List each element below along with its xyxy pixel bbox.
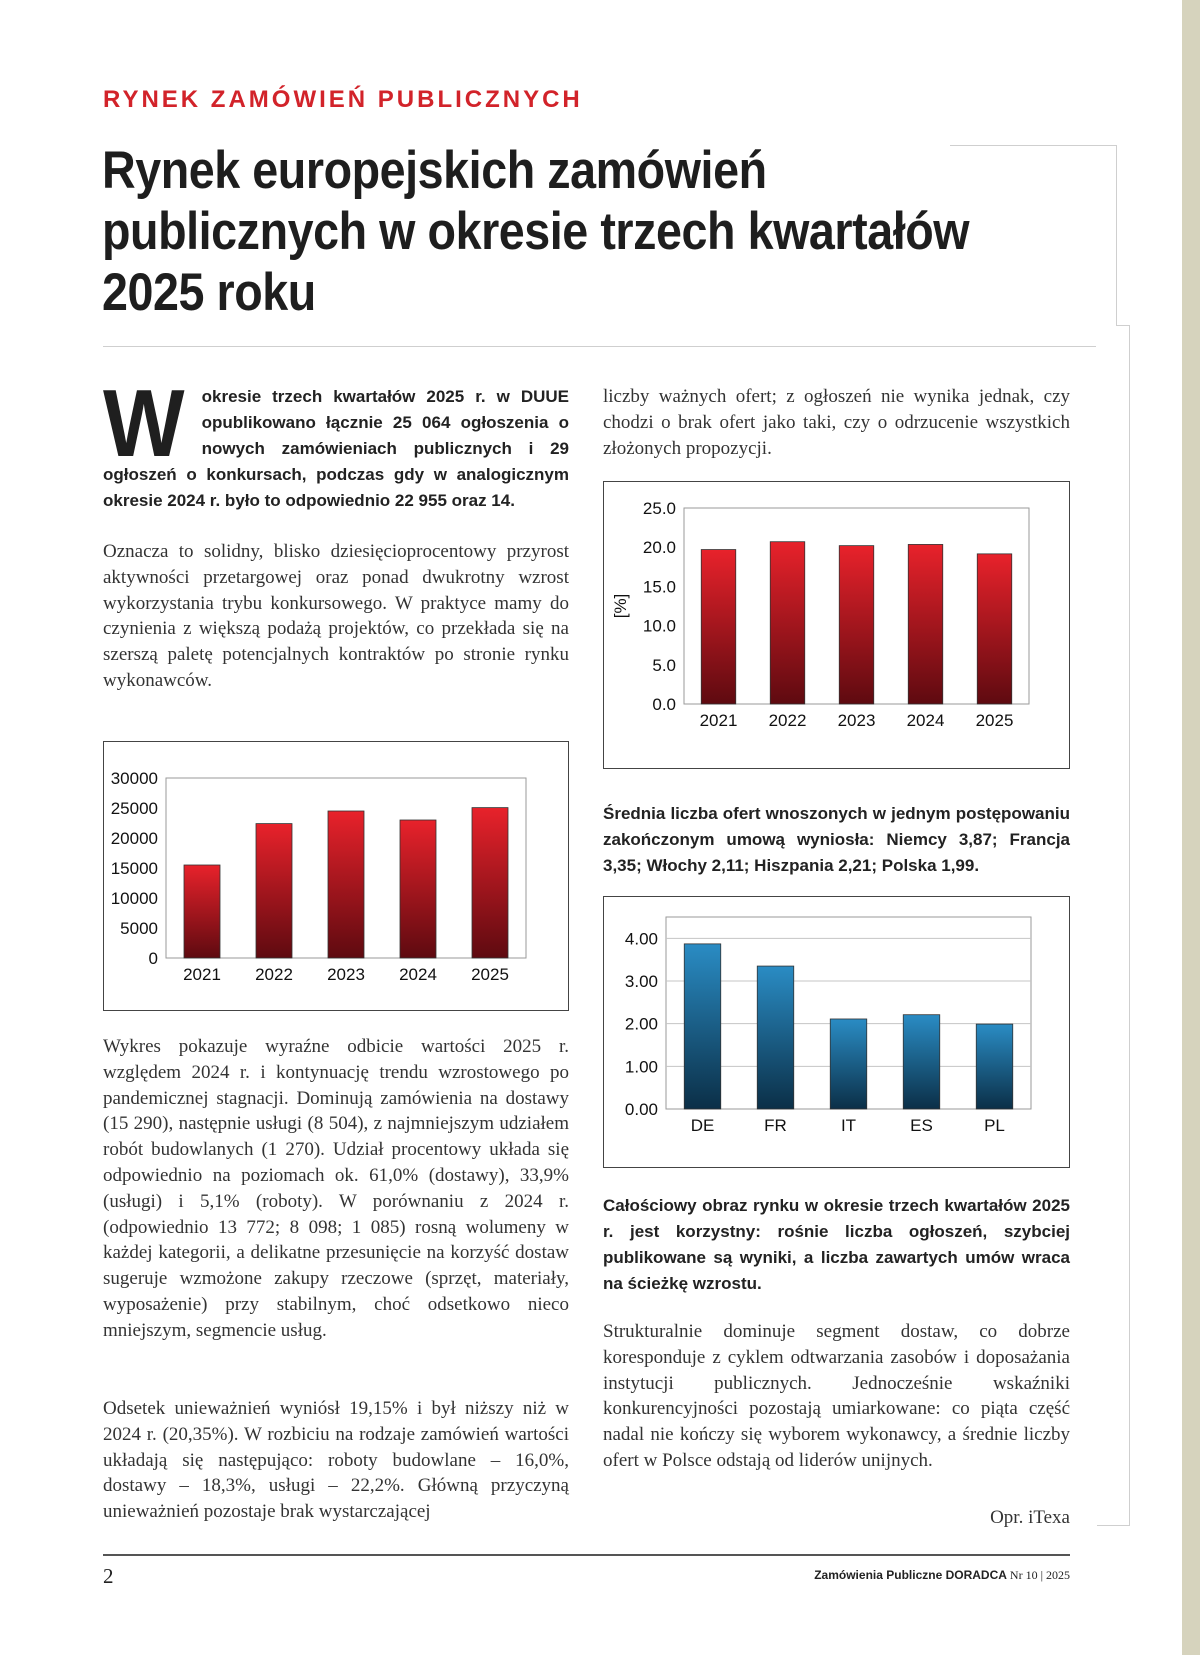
drop-cap: W bbox=[103, 370, 185, 477]
footer-publication bbox=[814, 1568, 1070, 1583]
chart-svg bbox=[604, 482, 1069, 768]
x-tick-label: 2024 bbox=[399, 965, 437, 984]
page-number: 2 bbox=[103, 1564, 114, 1588]
x-tick-label: DE bbox=[690, 1116, 715, 1135]
y-tick-label: 1.00 bbox=[624, 1057, 658, 1077]
bar bbox=[184, 865, 220, 958]
y-tick-label: 30000 bbox=[110, 769, 158, 788]
headline-line: publicznych w okresie trzech kwartałów bbox=[102, 202, 970, 261]
body-paragraph: Strukturalnie dominuje segment dostaw, co dobrze koresponduje z cyklem odtwarzania zasobów i doposażania instytucji publicznych. Jednocześnie wskaźniki konkurencyjności pozostają umiarkowane: co piąta część nadal nie kończy się wyborem wykonawcy, a średnie liczby ofert w Polsce odstają od liderów unijnych. bbox=[603, 1321, 1070, 1471]
footer-divider bbox=[103, 1554, 1070, 1556]
lead-paragraph bbox=[103, 370, 569, 514]
bar bbox=[903, 1015, 940, 1109]
body-paragraph: Odsetek unieważnień wyniósł 19,15% i był niższy niż w 2024 r. (20,35%). W rozbiciu na rodzaje zamówień wartości układają się następująco: roboty budowlane – 16,0%, dostawy – 18,3%, usługi – 22,2%. Główną przyczyną unieważnień pozostaje brak wystarczającej bbox=[103, 1398, 569, 1523]
bold-paragraph: Średnia liczba ofert wnoszonych w jednym postępowaniu zakończonym umową wyniosła: Niemcy 3,87; Francja 3,35; Włochy 2,11; Hiszpania 2,21; Polska 1,99. bbox=[603, 804, 1070, 875]
frame-line bbox=[1116, 325, 1130, 326]
y-tick-label: 2.00 bbox=[624, 1014, 658, 1034]
x-tick-label: 2021 bbox=[183, 965, 221, 984]
bar bbox=[830, 1019, 867, 1109]
bar bbox=[328, 811, 364, 958]
x-tick-label: 2023 bbox=[327, 965, 365, 984]
average-offers-bar-chart bbox=[603, 896, 1070, 1168]
x-tick-label: 2024 bbox=[906, 711, 945, 730]
y-tick-label: 20.0 bbox=[642, 538, 676, 558]
x-tick-label: 2022 bbox=[255, 965, 293, 984]
x-tick-label: FR bbox=[764, 1116, 787, 1135]
y-tick-label: 3.00 bbox=[624, 972, 658, 991]
publication-name: Zamówienia Publiczne DORADCA bbox=[814, 1568, 1007, 1582]
x-tick-label: ES bbox=[910, 1116, 933, 1135]
x-tick-label: 2022 bbox=[768, 711, 807, 730]
x-tick-label: 2023 bbox=[837, 711, 876, 730]
y-tick-label: 25000 bbox=[110, 799, 158, 818]
y-tick-label: 25.0 bbox=[642, 499, 676, 518]
bold-paragraph: Całościowy obraz rynku w okresie trzech kwartałów 2025 r. jest korzystny: rośnie liczba ogłoszeń, szybciej publikowane są wyniki, a liczba zawartych umów wraca na ścieżkę wzrostu. bbox=[603, 1196, 1070, 1293]
y-tick-label: 10.0 bbox=[642, 616, 676, 636]
bar bbox=[977, 554, 1012, 704]
bar bbox=[256, 824, 292, 958]
y-tick-label: 5.0 bbox=[652, 655, 676, 675]
body-paragraph: liczby ważnych ofert; z ogłoszeń nie wynika jednak, czy chodzi o brak ofert jako taki, czy o odrzucenie wszystkich złożonych propozycji. bbox=[603, 386, 1070, 459]
lead-text: okresie trzech kwartałów 2025 r. w DUUE opublikowano łącznie 25 064 ogłoszenia o nowych zamówieniach publicznych i 29 ogłoszeń o konkursach, podczas gdy w analogicznym okresie 2024 r. było to odpowiednio 22 955 oraz 14. bbox=[103, 387, 569, 510]
bar bbox=[976, 1024, 1013, 1109]
bar bbox=[400, 820, 436, 958]
bar bbox=[757, 966, 794, 1109]
y-tick-label: 0.00 bbox=[624, 1100, 658, 1119]
frame-line bbox=[1116, 145, 1117, 325]
bar bbox=[701, 550, 736, 704]
body-paragraph: Wykres pokazuje wyraźne odbicie wartości 2025 r. względem 2024 r. i kontynuację trendu wzrostowego po pandemicznej stagnacji. Dominują zamówienia na dostawy (15 290), następnie usługi (8 504), z najmniejszym udziałem robót budowlanych (1 270). Udział procentowy układa się odpowiednio na poziomach ok. 61,0% (dostawy), 33,9% (usługi) i 5,1% (roboty). W porównaniu z 2024 r. (odpowiednio 13 772; 8 098; 1 085) rosną wolumeny w każdej kategorii, a delikatne przesunięcie na korzyść dostaw sugeruje wzmożone zakupy rzeczowe (sprzęt, materiały, wyposażenie) przy stabilnym, choć odsetkowo nieco mniejszym, segmencie usług. bbox=[103, 1036, 569, 1341]
page-edge-strip bbox=[1182, 0, 1200, 1655]
x-tick-label: 2025 bbox=[975, 711, 1014, 730]
bar bbox=[684, 944, 721, 1109]
bar bbox=[839, 546, 874, 704]
article-headline bbox=[102, 140, 982, 323]
cancellation-rate-bar-chart bbox=[603, 481, 1070, 769]
x-tick-label: 2021 bbox=[699, 711, 738, 730]
section-label: RYNEK ZAMÓWIEŃ PUBLICZNYCH bbox=[103, 86, 583, 113]
y-tick-label: 15.0 bbox=[642, 577, 676, 597]
headline-divider bbox=[103, 346, 1096, 347]
y-tick-label: 20000 bbox=[110, 829, 158, 848]
y-tick-label: 0.0 bbox=[652, 695, 676, 714]
y-tick-label: 0 bbox=[148, 949, 158, 968]
y-tick-label: 4.00 bbox=[624, 929, 658, 949]
x-tick-label: 2025 bbox=[471, 965, 509, 984]
bar bbox=[472, 808, 508, 958]
headline-line: 2025 roku bbox=[102, 263, 316, 322]
body-paragraph: Oznacza to solidny, blisko dziesięcioprocentowy przyrost aktywności przetargowej oraz ponad dwukrotny wzrost wykorzystania trybu konkursowego. W praktyce mamy do czynienia z większą podażą projektów, co przekłada się na szerszą paletę potencjalnych kontraktów po stronie rynku wykonawców. bbox=[103, 541, 569, 691]
x-tick-label: PL bbox=[984, 1116, 1005, 1135]
issue-number: Nr 10 | 2025 bbox=[1009, 1568, 1070, 1582]
author-signature: Opr. iTexa bbox=[990, 1507, 1070, 1528]
headline-line: Rynek europejskich zamówień bbox=[102, 141, 767, 200]
y-tick-label: 10000 bbox=[110, 889, 158, 908]
notices-bar-chart bbox=[103, 741, 569, 1011]
bar bbox=[770, 542, 805, 704]
y-tick-label: 15000 bbox=[110, 859, 158, 878]
chart-svg bbox=[604, 897, 1069, 1167]
frame-line bbox=[1097, 1525, 1130, 1526]
y-axis-label: [%] bbox=[611, 593, 630, 619]
bar bbox=[908, 544, 943, 704]
chart-svg bbox=[104, 742, 568, 1010]
x-tick-label: IT bbox=[840, 1116, 857, 1135]
y-tick-label: 5000 bbox=[120, 919, 158, 938]
frame-line bbox=[1129, 325, 1130, 1525]
